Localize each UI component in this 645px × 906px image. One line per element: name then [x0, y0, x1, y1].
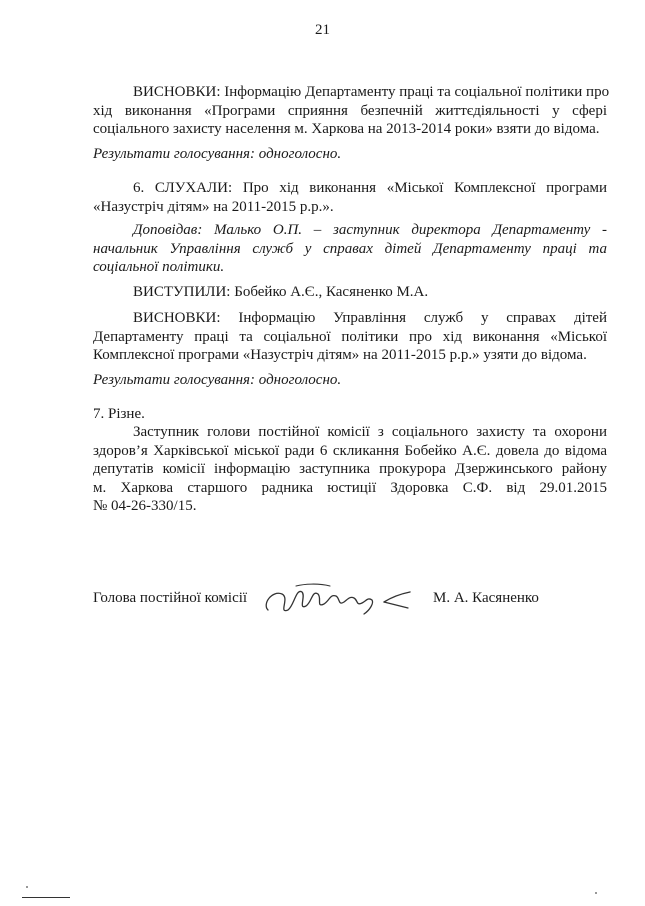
margin-line — [22, 897, 70, 898]
voting-result-2: Результати голосування: одноголосно. — [93, 372, 342, 388]
heard-paragraph — [93, 179, 607, 216]
text-line: «Назустріч дітям» на 2011-2015 р.р.». — [93, 198, 334, 215]
signatory-name: М. А. Касяненко — [433, 590, 539, 606]
text-line: начальник Управління служб у справах дітей Департаменту праці та — [93, 240, 607, 257]
text-line: 6. СЛУХАЛИ: Про хід виконання «Міської Комплексної програми — [133, 180, 607, 196]
scan-speck — [595, 892, 597, 894]
text-line: хід виконання «Програми сприяння безпечній життєдіяльності у сфері — [93, 102, 607, 119]
text-line: депутатів комісії інформацію заступника прокурора Дзержинського району — [93, 461, 607, 477]
text-line: Комплексної програми «Назустріч дітям» на 2011-2015 р.р.» узяти до відома. — [93, 347, 587, 363]
handwritten-signature — [258, 580, 418, 622]
signature-block — [93, 588, 553, 618]
scan-speck — [26, 886, 28, 888]
voting-result-1: Результати голосування: одноголосно. — [93, 146, 342, 162]
reporter-paragraph — [93, 221, 607, 277]
page-number: 21 — [315, 22, 330, 38]
text-line: Департаменту праці та соціальної політики про хід виконання «Міської — [93, 328, 607, 345]
signature-label: Голова постійної комісії — [93, 590, 248, 606]
speakers-paragraph: ВИСТУПИЛИ: Бобейко А.Є., Касяненко М.А. — [133, 284, 429, 300]
text-line: м. Харкова старшого радника юстиції Здоровка С.Ф. від 29.01.2015 — [93, 479, 607, 496]
text-line: соціальної політики. — [93, 259, 225, 275]
text-line: здоров’я Харківської міської ради 6 скликання Бобейко А.Є. довела до відома — [93, 442, 607, 459]
text-line: ВИСНОВКИ: Інформацію Департаменту праці та соціальної політики про — [133, 84, 610, 100]
section-heading-misc: 7. Різне. — [93, 406, 145, 422]
text-line: соціального захисту населення м. Харкова на 2013-2014 роки» взяти до відома. — [93, 121, 600, 137]
text-line: ВИСНОВКИ: Інформацію Управління служб у справах дітей — [133, 310, 607, 326]
text-line: № 04-26-330/15. — [93, 498, 197, 514]
misc-paragraph — [93, 423, 607, 516]
text-line: Заступник голови постійної комісії з соціального захисту та охорони — [133, 424, 607, 440]
conclusion-paragraph-1 — [93, 83, 610, 139]
text-line: Доповідав: Малько О.П. – заступник директора Департаменту - — [133, 222, 607, 238]
conclusion-paragraph-2 — [93, 309, 607, 365]
